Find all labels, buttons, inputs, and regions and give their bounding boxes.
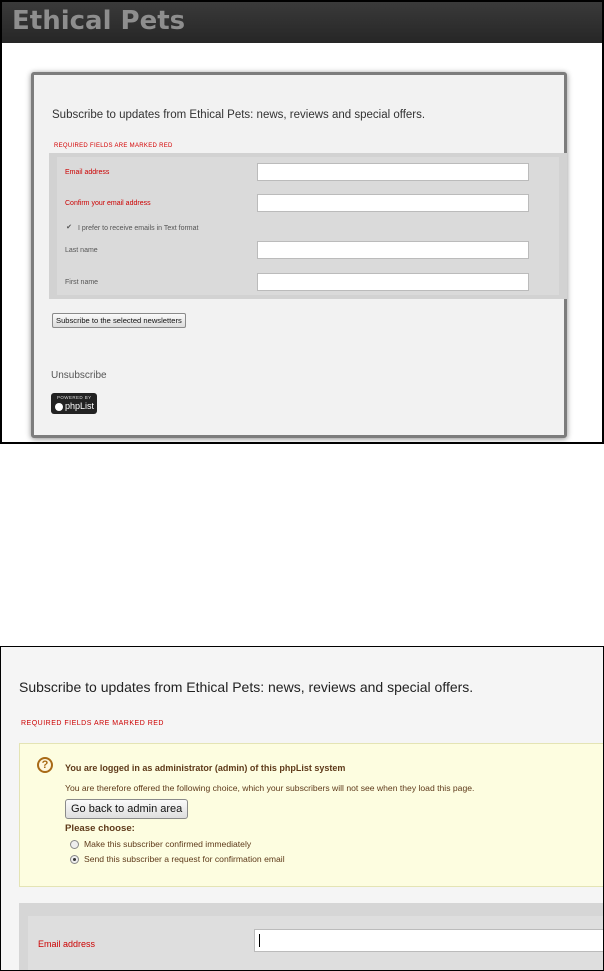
last-name-label: Last name [65,247,98,254]
required-fields-note: REQUIRED FIELDS ARE MARKED RED [54,143,173,149]
last-name-input[interactable] [257,241,529,259]
powered-by-text: POWERED BY [57,395,92,400]
send-confirmation-label: Send this subscriber a request for confirmation email [84,854,285,864]
subscribe-intro: Subscribe to updates from Ethical Pets: news, reviews and special offers. [52,109,426,121]
confirm-immediately-label: Make this subscriber confirmed immediately [84,839,252,849]
subscribe-button[interactable]: Subscribe to the selected newsletters [52,313,186,328]
screenshot-subscribe-page [0,0,604,444]
text-format-checkbox[interactable]: ✔ [66,224,72,231]
please-choose-label: Please choose: [65,823,135,834]
unsubscribe-link[interactable]: Unsubscribe [51,370,107,381]
email-input[interactable] [257,163,529,181]
confirm-immediately-radio[interactable] [70,840,79,849]
admin-email-input[interactable] [254,929,604,952]
subscribe-form [49,153,567,299]
admin-required-fields-note: REQUIRED FIELDS ARE MARKED RED [21,720,164,727]
admin-notice-box [19,743,604,887]
confirm-email-input[interactable] [257,194,529,212]
subscribe-form-inner [57,157,559,295]
go-back-admin-button[interactable]: Go back to admin area [65,799,188,819]
confirm-email-label: Confirm your email address [65,200,151,207]
phplist-logo-icon [55,403,63,411]
phplist-badge[interactable] [51,393,97,414]
admin-email-label: Email address [38,939,96,949]
text-format-label: I prefer to receive emails in Text format [78,225,199,232]
site-header [2,2,602,43]
first-name-label: First name [65,279,99,286]
screenshot-admin-view [0,646,604,971]
admin-notice-text: You are therefore offered the following choice, which your subscribers will not see when they load this page. [65,783,475,793]
send-confirmation-radio[interactable] [70,855,79,864]
admin-subscribe-form [19,903,604,971]
email-label: Email address [65,169,110,176]
text-cursor [259,934,260,947]
admin-subscribe-intro: Subscribe to updates from Ethical Pets: news, reviews and special offers. [19,679,474,695]
first-name-input[interactable] [257,273,529,291]
site-title: Ethical Pets [12,6,186,36]
subscribe-panel [31,72,567,438]
admin-notice-title: You are logged in as administrator (admin) of this phpList system [65,763,346,773]
question-icon: ? [37,757,53,773]
admin-subscribe-form-inner [28,916,604,971]
phplist-name: phpList [65,401,95,411]
